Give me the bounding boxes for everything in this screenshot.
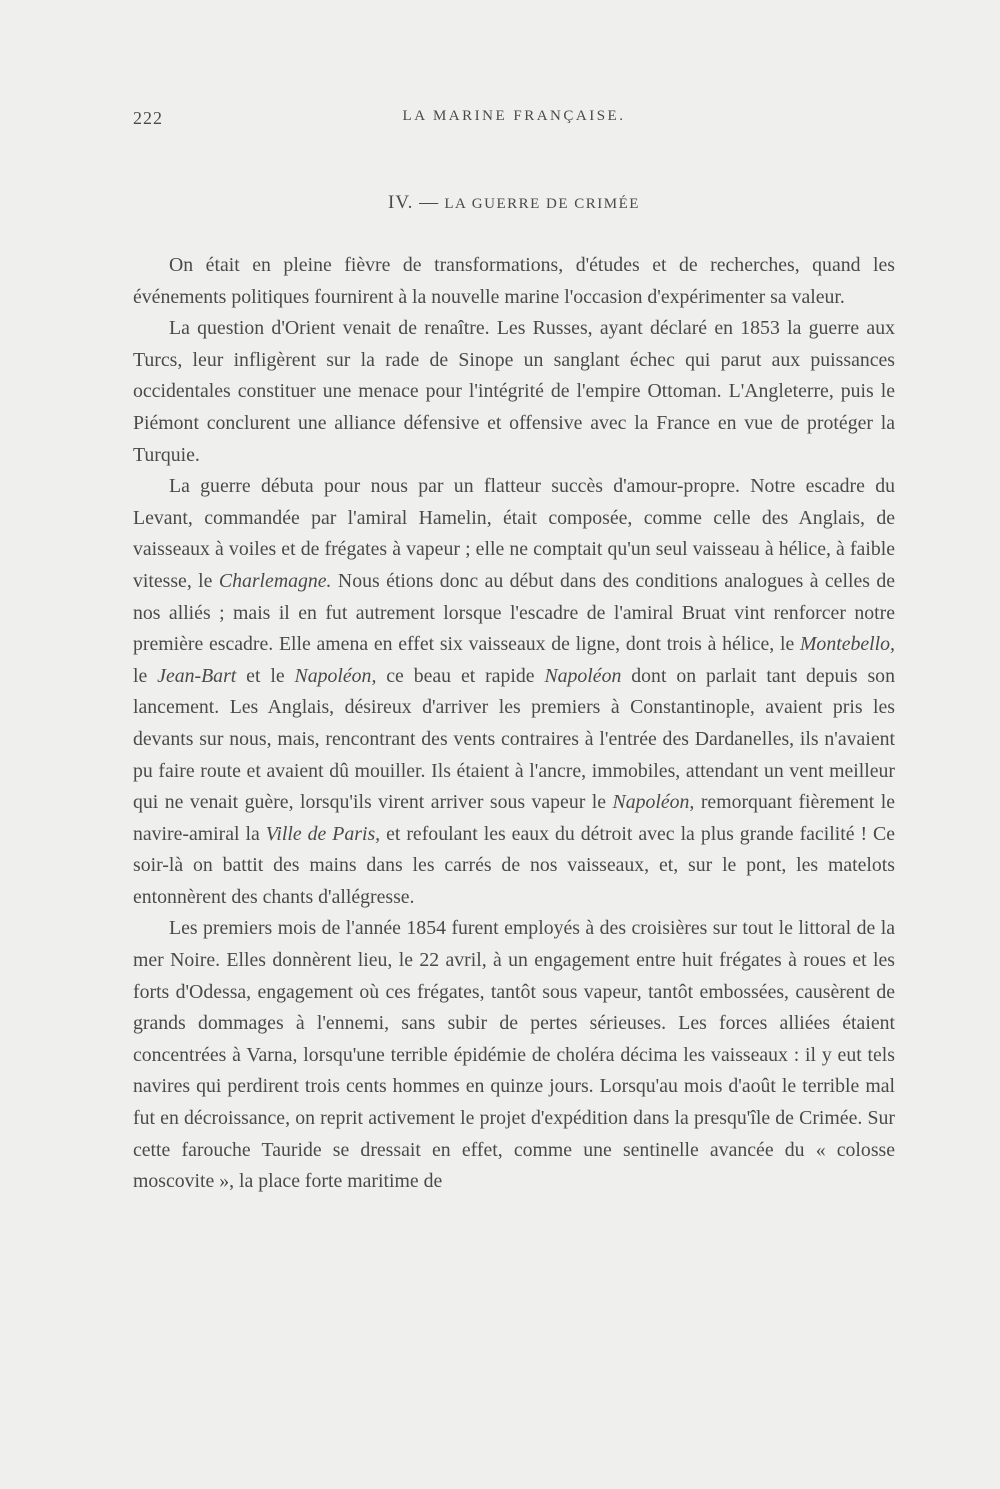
paragraph-3 (133, 471, 895, 913)
paragraph-3-text: dont on parlait tant depuis son lancement. Les Anglais, désireux d'arriver les premiers à Constantinople, avaient pris les devants sur nous, mais, rencontrant des vents contraires à l'entrée des Dardanelles, ils n'avaient pu faire route et avaient dû mouiller. Ils étaient à l'ancre, immobiles, attendant un vent meilleur qui ne venait guère, lorsqu'ils virent arriver sous vapeur le (133, 664, 895, 814)
paragraph-3-text: le (133, 664, 148, 687)
section-heading (133, 192, 895, 214)
paragraph-2: La question d'Orient venait de renaître. Les Russes, ayant déclaré en 1853 la guerre aux Turcs, leur infligèrent sur la rade de Sinope un sanglant échec qui parut aux puissances occidentales constituer une menace pour l'intégrité de l'empire Ottoman. L'Angleterre, puis le Piémont conclurent une alliance défensive et offensive avec la France en vue de protéger la Turquie. (133, 317, 895, 466)
ship-name: Napoléon (544, 664, 622, 687)
ship-name: Montebello, (799, 633, 895, 656)
paragraph-1: On était en pleine fièvre de transformations, d'études et de recherches, quand les événements politiques fournirent à la nouvelle marine l'occasion d'expérimenter sa valeur. (133, 254, 895, 308)
paragraph-3-text: et refoulant les eaux du détroit avec la plus grande facilité ! Ce soir-là on battit des mains dans les carrés de nos vaisseaux, et, sur le pont, les matelots entonnèrent des chants d'allégresse. (133, 822, 895, 908)
body-text (133, 250, 895, 1198)
ship-name: Charlemagne. (218, 569, 332, 592)
paragraph-3-text: et le (246, 664, 285, 687)
paragraph-3-text: Nous étions donc au début dans des conditions analogues à celles de nos alliés ; mais il en fut autrement lorsque l'escadre de l'amiral Bruat vint renforcer notre première escadre. Elle amena en effet six vaisseaux de ligne, dont trois à hélice, le (133, 569, 896, 656)
page-number: 222 (133, 108, 163, 128)
ship-name: Jean-Bart (157, 664, 237, 687)
ship-name: Napoléon, (294, 664, 377, 687)
running-title: LA MARINE FRANÇAISE. (402, 108, 626, 124)
page-header (133, 108, 895, 138)
paragraph-3-text: remorquant fièrement le navire-amiral la (133, 791, 895, 845)
ship-name: Ville de Paris, (265, 822, 381, 845)
paragraph-3-text: La guerre débuta pour nous par un flatteur succès d'amour-propre. Notre escadre du Levant, commandée par l'amiral Hamelin, était composée, comme celle des Anglais, de vaisseaux à voiles et de frégates à vapeur ; elle ne comptait qu'un seul vaisseau à hélice, à faible vitesse, le (133, 475, 895, 592)
ship-name: Napoléon, (612, 791, 695, 814)
paragraph-4: Les premiers mois de l'année 1854 furent employés à des croisières sur tout le littoral de la mer Noire. Elles donnèrent lieu, le 22 avril, à un engagement entre huit frégates à roues et les forts d'Odessa, engagement où ces frégates, tantôt sous vapeur, tantôt embossées, causèrent de grands dommages à l'ennemi, sans subir de pertes sérieuses. Les forces alliées étaient concentrées à Varna, lorsqu'une terrible épidémie de choléra décima les vaisseaux : il y eut tels navires qui perdirent trois cents hommes en quinze jours. Lorsqu'au mois d'août le terrible mal fut en décroissance, on reprit activement le projet d'expédition dans la presqu'île de Crimée. Sur cette farouche Tauride se dressait en effet, comme une sentinelle avancée du « colosse moscovite », la place forte maritime de (133, 917, 895, 1193)
section-numeral: IV. — (388, 192, 440, 213)
paragraph-3-text: ce beau et rapide (386, 664, 535, 687)
section-title: LA GUERRE DE CRIMÉE (444, 196, 640, 212)
